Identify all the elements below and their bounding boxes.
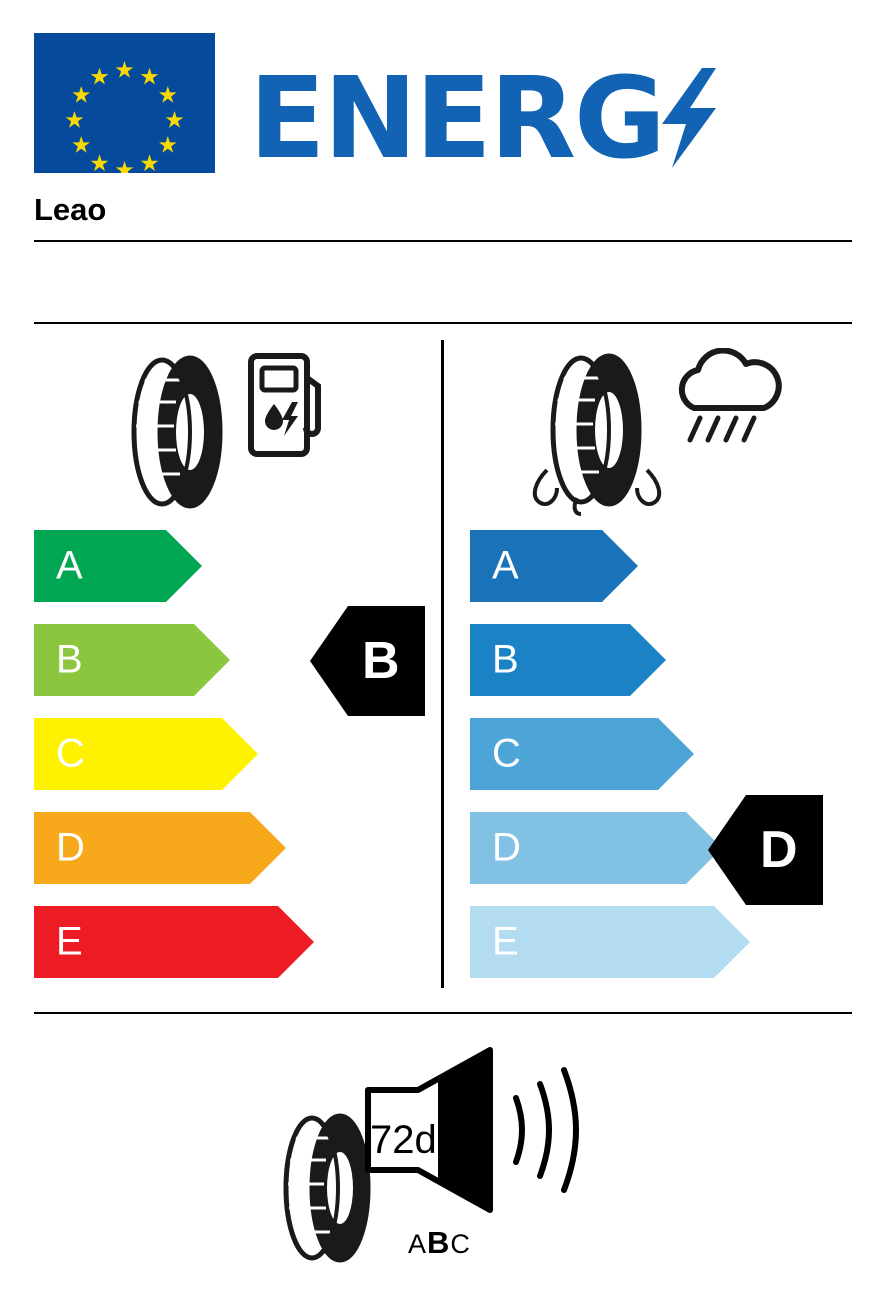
wet-grip-rating-value: D bbox=[760, 821, 798, 879]
wet-grip-rating-badge bbox=[708, 795, 823, 905]
grade-row bbox=[34, 812, 248, 884]
noise-section bbox=[270, 1040, 620, 1270]
rain-cloud-icon bbox=[672, 348, 782, 458]
wet-grade-e bbox=[470, 906, 712, 978]
brand-name: Leao bbox=[34, 192, 107, 227]
fuel-grade-d bbox=[34, 812, 248, 884]
divider-vertical bbox=[441, 340, 444, 988]
noise-class-row bbox=[408, 1225, 471, 1261]
noise-class-c: C bbox=[450, 1229, 471, 1259]
fuel-pump-icon bbox=[248, 352, 328, 462]
fuel-grade-e-label: E bbox=[56, 919, 83, 964]
grade-row bbox=[470, 812, 684, 884]
fuel-grade-b-label: B bbox=[56, 637, 83, 682]
grade-row bbox=[470, 718, 656, 790]
grade-row bbox=[34, 718, 220, 790]
eu-flag bbox=[34, 33, 215, 173]
grade-row bbox=[34, 624, 192, 696]
grade-row bbox=[34, 530, 164, 602]
fuel-grade-a bbox=[34, 530, 164, 602]
divider-top-section bbox=[34, 322, 852, 324]
fuel-grade-d-label: D bbox=[56, 825, 85, 870]
fuel-grade-e bbox=[34, 906, 276, 978]
grade-row bbox=[470, 530, 600, 602]
grade-row bbox=[34, 906, 276, 978]
noise-value: 72dB bbox=[370, 1118, 464, 1162]
tire-icon-wet bbox=[525, 350, 645, 525]
fuel-grade-c bbox=[34, 718, 220, 790]
lightning-bolt-icon bbox=[654, 68, 724, 168]
wet-grade-c-label: C bbox=[492, 731, 521, 776]
fuel-grade-c-label: C bbox=[56, 731, 85, 776]
divider-under-brand bbox=[34, 240, 852, 242]
wet-grade-b bbox=[470, 624, 628, 696]
fuel-rating-value: B bbox=[362, 632, 400, 690]
fuel-rating-badge bbox=[310, 606, 425, 716]
grade-row bbox=[470, 906, 712, 978]
wet-grade-a-label: A bbox=[492, 543, 519, 588]
wet-grade-b-label: B bbox=[492, 637, 519, 682]
fuel-grade-b bbox=[34, 624, 192, 696]
wet-grade-e-label: E bbox=[492, 919, 519, 964]
wet-grade-a bbox=[470, 530, 600, 602]
wet-grade-c bbox=[470, 718, 656, 790]
eu-flag-stars bbox=[34, 33, 215, 173]
wet-grade-d bbox=[470, 812, 684, 884]
fuel-grade-a-label: A bbox=[56, 543, 83, 588]
label-header bbox=[34, 33, 852, 184]
tire-icon-fuel bbox=[120, 350, 240, 515]
grade-row bbox=[470, 624, 628, 696]
divider-bottom-section bbox=[34, 1012, 852, 1014]
wet-grade-d-label: D bbox=[492, 825, 521, 870]
noise-class-b-selected: B bbox=[427, 1225, 451, 1260]
energy-wordmark: ENERG bbox=[249, 54, 664, 184]
noise-class-a: A bbox=[408, 1229, 428, 1259]
